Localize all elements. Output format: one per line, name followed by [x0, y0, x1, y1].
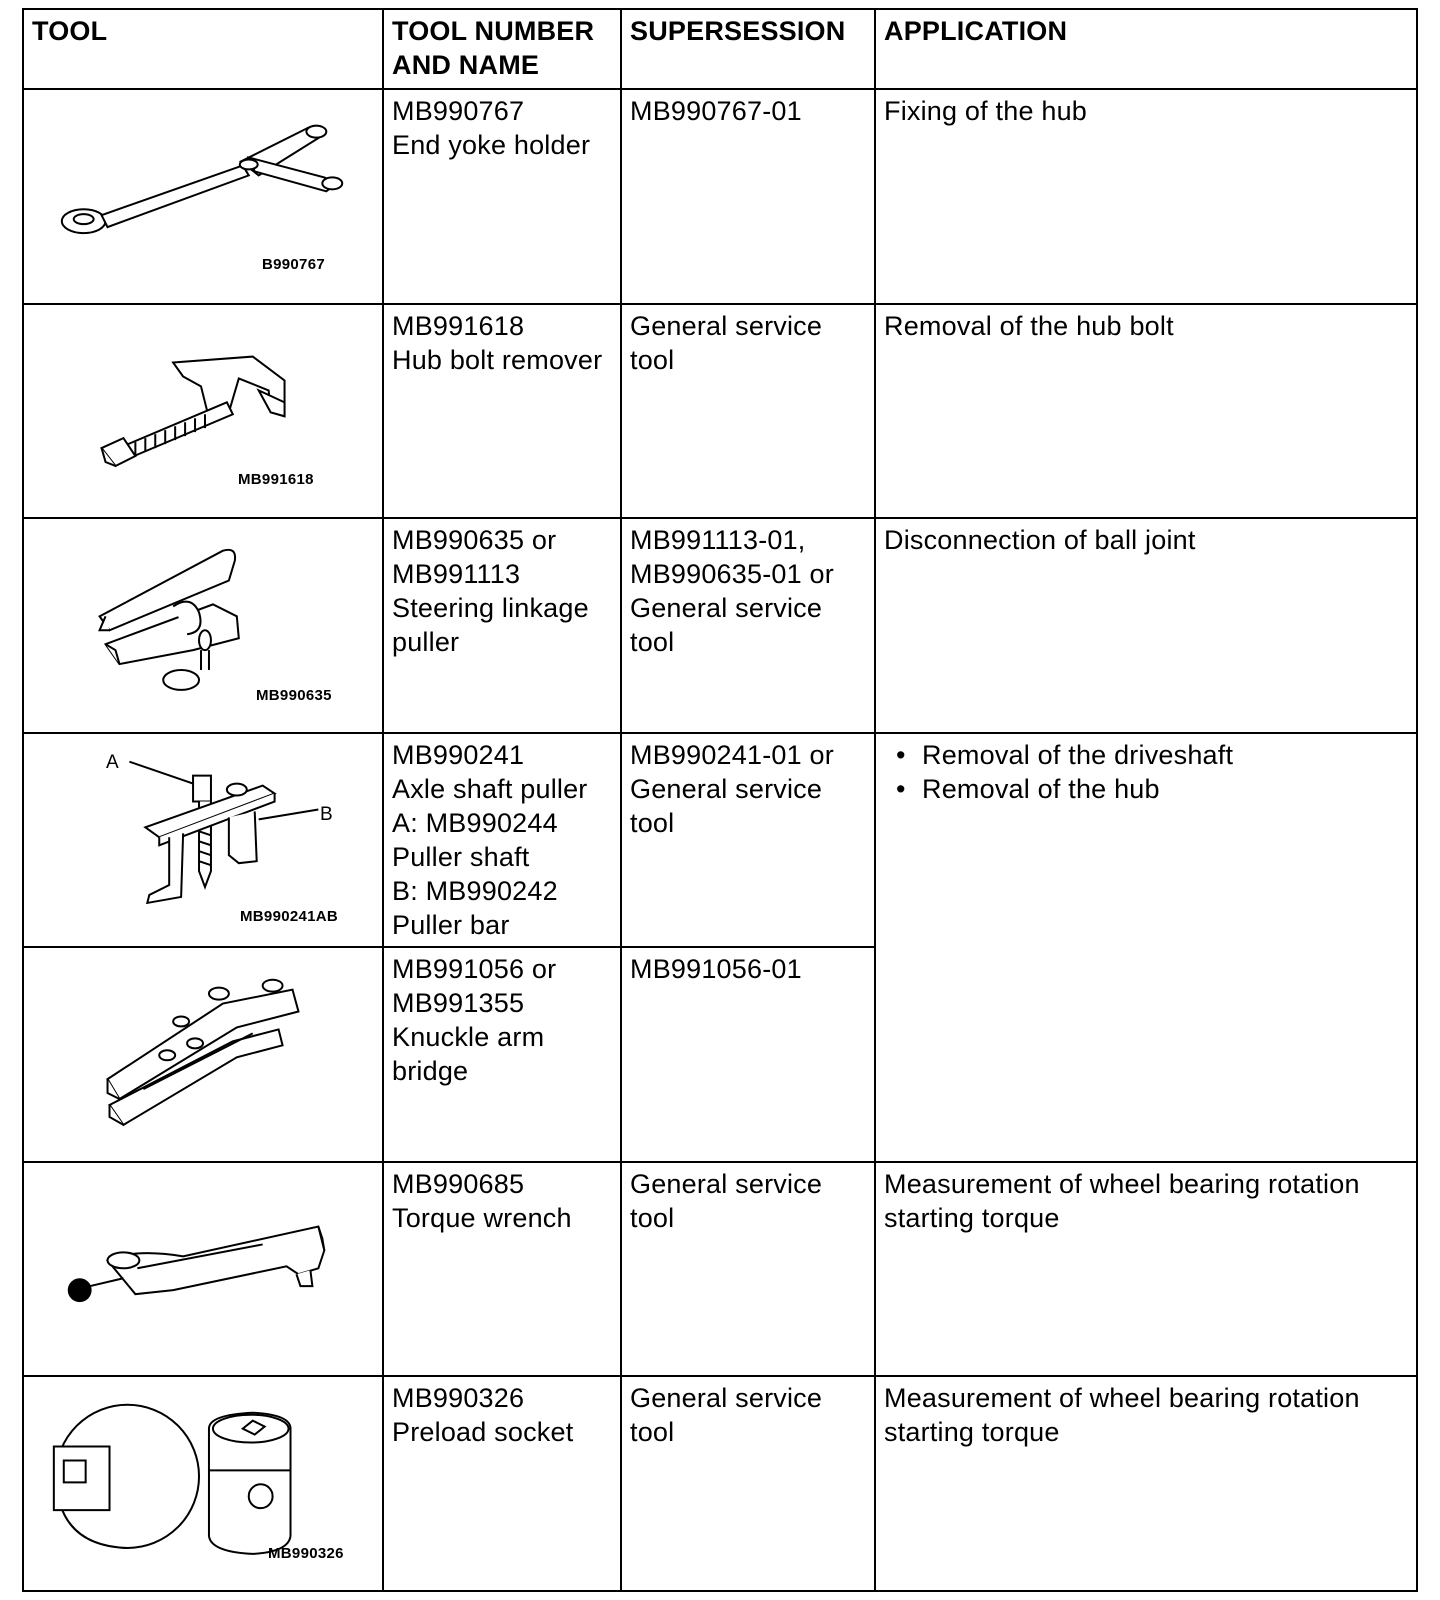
application-bullet-list — [884, 738, 1410, 806]
header-row — [23, 9, 1417, 89]
tool-number-cell: MB990685 Torque wrench — [383, 1162, 621, 1377]
header-tool-number-and-name: TOOL NUMBER AND NAME — [383, 9, 621, 89]
application-cell: Measurement of wheel bearing rotation starting torque — [875, 1376, 1417, 1591]
table-row — [23, 1376, 1417, 1591]
application-cell: Disconnection of ball joint — [875, 518, 1417, 733]
torque-wrench-icon — [24, 1163, 382, 1376]
special-tools-table — [22, 8, 1418, 1592]
tool-number-cell: MB990241 Axle shaft puller A: MB990244 Puller shaft B: MB990242 Puller bar — [383, 733, 621, 948]
supersession-cell: General service tool — [621, 304, 875, 519]
supersession-cell: MB990241-01 or General service tool — [621, 733, 875, 948]
end-yoke-holder-icon — [24, 90, 382, 303]
tool-number-cell: MB991056 or MB991355 Knuckle arm bridge — [383, 947, 621, 1162]
tool-figure-cell — [23, 518, 383, 733]
tool-figure-cell — [23, 89, 383, 304]
supersession-cell: General service tool — [621, 1376, 875, 1591]
table-row — [23, 304, 1417, 519]
knuckle-arm-bridge-icon — [24, 948, 382, 1161]
header-supersession: SUPERSESSION — [621, 9, 875, 89]
figure-code: B990767 — [262, 256, 325, 273]
application-cell: Fixing of the hub — [875, 89, 1417, 304]
header-tool: TOOL — [23, 9, 383, 89]
tool-number-cell: MB991618 Hub bolt remover — [383, 304, 621, 519]
figure-code: MB990635 — [256, 687, 332, 705]
tool-figure-cell — [23, 947, 383, 1162]
figure-code: MB990326 — [268, 1545, 344, 1563]
tool-figure-cell — [23, 1376, 383, 1591]
list-item: • Removal of the driveshaft — [910, 738, 1410, 772]
list-item: • Removal of the hub — [910, 772, 1410, 806]
callout-a-label: A — [106, 751, 119, 773]
figure-code: MB990241AB — [240, 907, 339, 925]
tool-figure-cell — [23, 733, 383, 948]
supersession-cell: MB990767-01 — [621, 89, 875, 304]
header-application: APPLICATION — [875, 9, 1417, 89]
tool-number-cell: MB990326 Preload socket — [383, 1376, 621, 1591]
supersession-cell: MB991113-01, MB990635-01 or General service tool — [621, 518, 875, 733]
tool-figure-cell — [23, 304, 383, 519]
tool-number-cell: MB990767 End yoke holder — [383, 89, 621, 304]
table-row — [23, 518, 1417, 733]
supersession-cell: MB991056-01 — [621, 947, 875, 1162]
application-cell: Measurement of wheel bearing rotation starting torque — [875, 1162, 1417, 1377]
table-row — [23, 1162, 1417, 1377]
application-cell — [875, 733, 1417, 1162]
tool-figure-cell — [23, 1162, 383, 1377]
table-row — [23, 733, 1417, 948]
figure-code: MB991618 — [238, 470, 314, 488]
callout-b-label: B — [320, 803, 333, 825]
hub-bolt-remover-icon — [24, 305, 382, 518]
tool-number-cell: MB990635 or MB991113 Steering linkage puller — [383, 518, 621, 733]
application-cell: Removal of the hub bolt — [875, 304, 1417, 519]
supersession-cell: General service tool — [621, 1162, 875, 1377]
table-row — [23, 89, 1417, 304]
